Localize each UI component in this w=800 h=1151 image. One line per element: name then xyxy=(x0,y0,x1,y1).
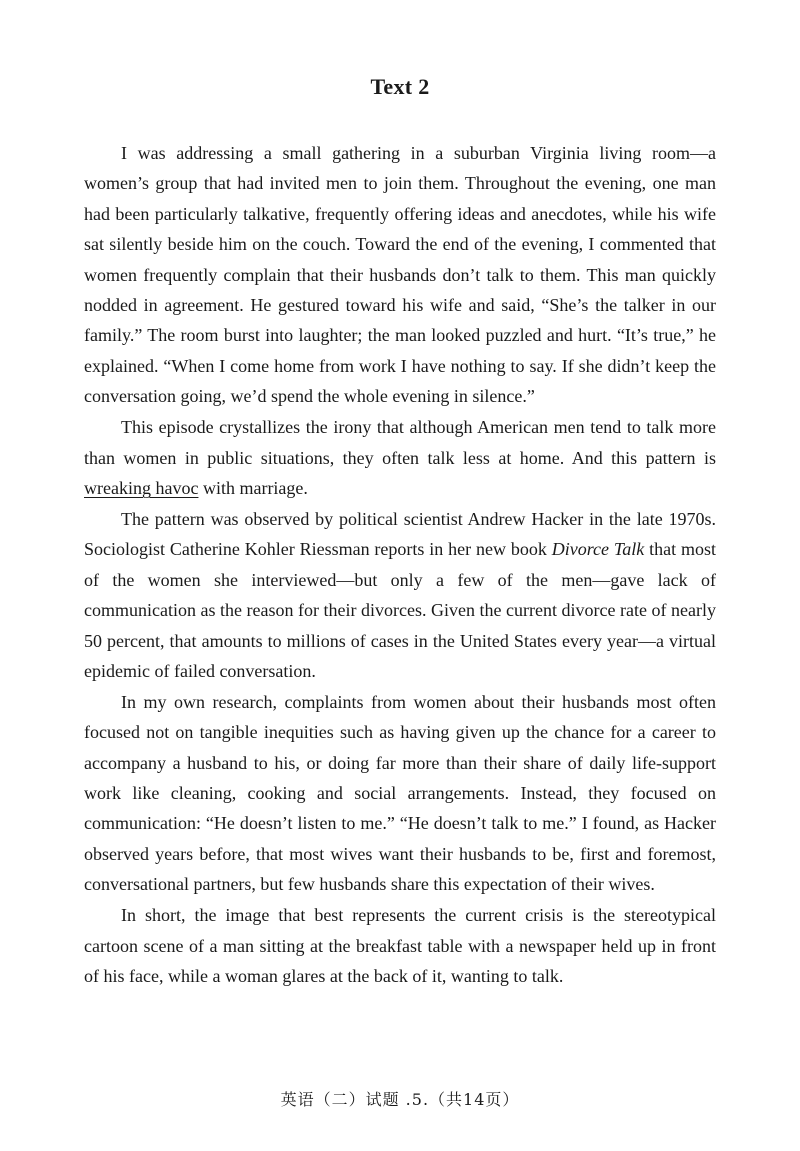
paragraph-5: In short, the image that best represents the current crisis is the stereotypical cartoon scene of a man sitting at the breakfast table with a newspaper held up in front of his face, while a woman glares at the back of it, wanting to talk. xyxy=(84,905,716,986)
paragraph-3-text-a: The pattern was observed by political scientist Andrew Hacker in the late 1970s. Sociologist Catherine Kohler Riessman reports in her new book xyxy=(84,508,716,560)
paragraph-3-text-b: that most of the women she interviewed—but only a few of the men—gave lack of communication as the reason for their divorces. Given the current divorce rate of nearly 50 percent, that amounts to millions of cases in the United States every year—a virtual epidemic of failed conversation. xyxy=(84,539,717,681)
paragraph-1: I was addressing a small gathering in a suburban Virginia living room—a women’s group that had invited men to join them. Throughout the evening, one man had been particularly talkative, frequently offering ideas and anecdotes, while his wife sat silently beside him on the couch. Toward the end of the evening, I commented that women frequently complain that their husbands don’t talk to them. This man quickly nodded in agreement. He gestured toward his wife and said, “She’s the talker in our family.” The room burst into laughter; the man looked puzzled and hurt. “It’s true,” he explained. “When I come home from work I have nothing to say. If she didn’t keep the conversation going, we’d spend the whole evening in silence.” xyxy=(84,143,716,407)
paragraph-2-text-a: This episode crystallizes the irony that although American men tend to talk more than women in public situations, they often talk less at home. And this pattern is xyxy=(84,417,716,468)
book-title: Divorce Talk xyxy=(551,539,645,560)
passage-body xyxy=(84,138,716,992)
paragraph-2-text-b: with marriage. xyxy=(198,477,308,498)
paragraph-4: In my own research, complaints from women about their husbands most often focused not on tangible inequities such as having given up the chance for a career to accompany a husband to his, or doing far more than their share of daily life-support work like cleaning, cooking and social arrangements. Instead, they focused on communication: “He doesn’t listen to me.” “He doesn’t talk to me.” I found, as Hacker observed years before, that most wives want their husbands to be, first and foremost, conversational partners, but few husbands share this expectation of their wives. xyxy=(84,691,716,895)
page-footer: 英语（二）试题 .5.（共14页） xyxy=(280,1090,520,1109)
paragraph-3 xyxy=(84,504,716,686)
section-title: Text 2 xyxy=(370,74,430,99)
underlined-phrase: wreaking havoc xyxy=(84,477,199,498)
paragraph-2 xyxy=(84,412,716,503)
